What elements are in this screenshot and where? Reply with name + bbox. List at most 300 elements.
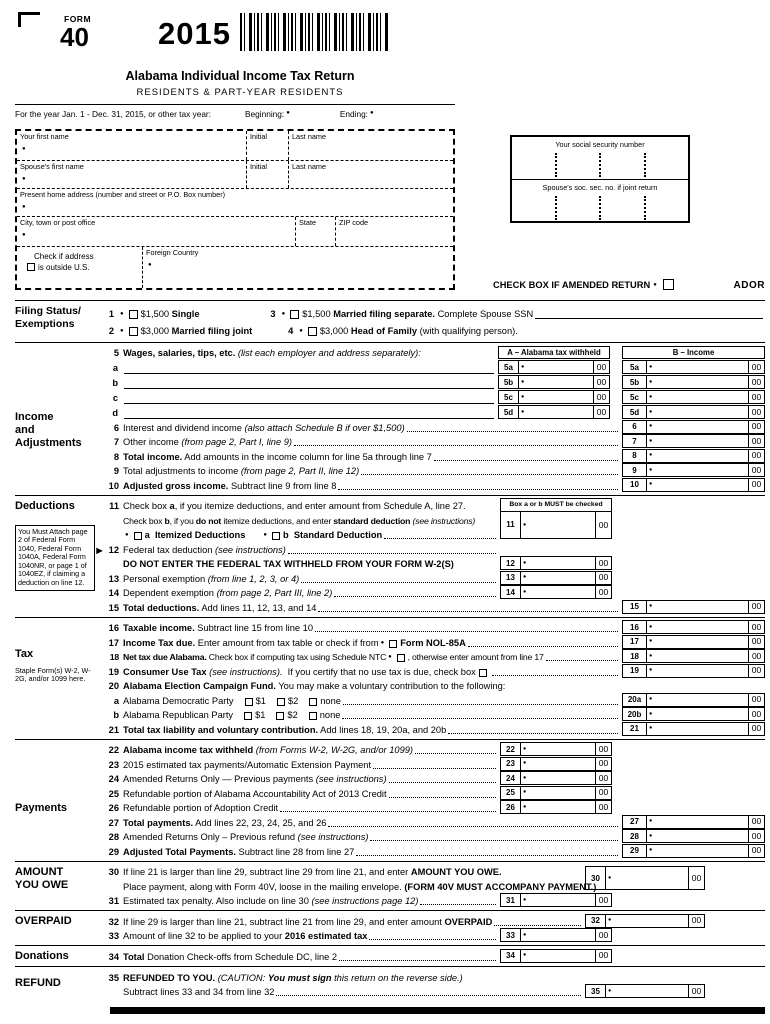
line-number: 34 (108, 951, 119, 962)
amount-input[interactable] (528, 801, 595, 813)
bullet-icon: ● (523, 588, 527, 595)
amount-box-7 (622, 434, 765, 448)
bullet-icon: ● (523, 745, 527, 752)
line-text-italic: (from Forms W-2, W-2G, and/or 1099) (255, 745, 414, 755)
form-line-31 (102, 893, 765, 908)
amount-input[interactable] (654, 406, 748, 418)
nol-85a-checkbox[interactable] (389, 640, 397, 648)
dotted-leader (468, 646, 618, 647)
option-number: 2 (108, 326, 114, 336)
city-field[interactable] (17, 217, 295, 246)
amount-box-35 (585, 984, 705, 998)
bullet-icon: ● (523, 803, 527, 810)
checkbox-letter: a (144, 530, 150, 540)
wage-row-a (102, 359, 765, 374)
form-line-24 (102, 771, 765, 786)
amount-input[interactable] (654, 479, 748, 491)
cents-label: 00 (748, 830, 764, 842)
dollar-1-label: $1 (255, 710, 266, 720)
payments-section (15, 739, 765, 861)
form-line-13 (102, 570, 765, 585)
form-number: 40 (60, 22, 89, 52)
zip-label: ZIP code (339, 218, 369, 227)
spouse-initial-field[interactable] (246, 161, 288, 188)
line-number: 25 (108, 788, 119, 799)
filing-separate-checkbox[interactable] (290, 310, 299, 319)
amount-input[interactable] (528, 758, 595, 770)
amended-return-label: CHECK BOX IF AMENDED RETURN (493, 280, 651, 290)
employer-input-line[interactable] (124, 418, 494, 419)
box-number-label: 8 (623, 450, 647, 462)
filing-joint-checkbox[interactable] (129, 327, 138, 336)
form-line-6 (102, 419, 765, 434)
line-text: You may make a voluntary contribution to the following: (275, 681, 506, 691)
cents-label: 00 (595, 557, 611, 569)
bullet-icon: ● (608, 875, 612, 881)
initial-label: Initial (250, 162, 268, 171)
dotted-leader (301, 582, 496, 583)
line-number: 32 (108, 916, 119, 927)
line-text-bold: standard deduction (333, 515, 413, 526)
amount-input[interactable] (613, 915, 688, 927)
line-text: Subtract line 9 from line 8 (228, 480, 337, 491)
bullet-icon: ● (148, 262, 152, 268)
cents-label: 00 (748, 421, 764, 433)
line-11-block (102, 498, 765, 542)
line-text: Alabama Democratic Party (123, 695, 234, 706)
bullet-icon: ● (649, 696, 653, 702)
amount-input[interactable] (528, 929, 595, 941)
row-letter: b (112, 378, 118, 388)
initial-label: Initial (250, 132, 268, 141)
bullet-icon: ● (649, 481, 653, 487)
line-11-text-2 (102, 512, 498, 527)
itemized-label: Itemized Deductions (149, 530, 246, 540)
ssn-digit-separators (512, 153, 688, 177)
dotted-leader (318, 611, 618, 612)
cents-label: 00 (748, 708, 764, 720)
box-number-label: 24 (501, 772, 521, 784)
amount-input[interactable] (528, 572, 595, 584)
amount-input[interactable] (528, 557, 595, 569)
deductions-heading (15, 498, 105, 614)
amount-input[interactable] (528, 743, 595, 755)
spouse-first-name-field[interactable] (17, 161, 246, 188)
cents-label: 00 (688, 915, 704, 927)
income-heading-3: Adjustments (15, 437, 82, 449)
line-number: 14 (108, 588, 119, 598)
name-address-block (15, 129, 455, 290)
amount-input[interactable] (654, 694, 748, 706)
option-amount: $3,000 (140, 326, 172, 336)
city-label: City, town or post office (20, 218, 96, 227)
dotted-leader (328, 826, 618, 827)
itemized-checkbox[interactable] (134, 532, 142, 540)
employer-input-line[interactable] (124, 373, 494, 374)
amount-input[interactable] (654, 421, 748, 433)
box-number-label: 18 (623, 650, 647, 662)
dotted-leader (434, 460, 618, 461)
overpaid-heading-label: OVERPAID (15, 915, 72, 927)
box-number-label: 26 (501, 801, 521, 813)
nol-85a-label: Form NOL-85A (400, 637, 466, 648)
form-title: Alabama Individual Income Tax Return (125, 69, 355, 83)
amount-input[interactable] (654, 361, 748, 373)
state-field[interactable] (295, 217, 335, 246)
amount-box-27 (622, 815, 765, 829)
form-line-17 (102, 634, 765, 649)
form-line-32 (102, 913, 765, 928)
cents-label: 00 (748, 479, 764, 491)
none-label: none (320, 695, 341, 706)
line-text-italic: (see instructions) (297, 832, 369, 842)
cents-label: 00 (748, 376, 764, 388)
amount-you-owe-section (15, 861, 765, 911)
option-number: 3 (270, 309, 276, 319)
form-line-27 (102, 814, 765, 829)
amount-input[interactable] (526, 406, 593, 418)
line-text-bold: Net tax due Alabama. (123, 652, 207, 662)
line-text: Interest and dividend income (123, 422, 245, 433)
cents-label: 00 (593, 406, 609, 418)
bullet-icon: ● (649, 423, 653, 429)
box-number-label: 25 (501, 787, 521, 799)
amended-return-checkbox[interactable] (663, 279, 674, 290)
bullet-icon: ● (649, 710, 653, 717)
tax-year: 2015 (158, 16, 231, 51)
form-line-5 (102, 345, 765, 359)
row-letter: c (112, 393, 118, 403)
owe-heading (15, 864, 100, 908)
amount-input[interactable] (654, 665, 748, 677)
line-text: , if you itemize deductions, and enter amount from Schedule A, line 27. (174, 501, 466, 511)
arrow-icon: ► (94, 544, 105, 557)
box-number-label: 5b (623, 376, 647, 388)
bullet-icon: ● (649, 363, 653, 370)
line-30-text-2 (102, 878, 597, 893)
cents-label: 00 (748, 816, 764, 828)
cents-label: 00 (748, 694, 764, 706)
line-text-bold: Adjusted gross income. (123, 480, 229, 491)
foreign-country-label: Foreign Country (146, 248, 199, 257)
line-text-italic: (see instructions) (315, 774, 387, 784)
line-text: Subtract lines 33 and 34 from line 32 (123, 987, 275, 997)
filing-hof-checkbox[interactable] (308, 327, 317, 336)
form-line-9 (102, 463, 765, 478)
line-12-amount-column (498, 541, 612, 570)
form-line-7 (102, 434, 765, 449)
filing-heading-2: Exemptions (15, 318, 75, 330)
amount-input[interactable] (654, 845, 748, 857)
amount-input[interactable] (654, 650, 748, 662)
cents-label: 00 (595, 801, 611, 813)
amount-input[interactable] (613, 985, 688, 997)
line-30-text-1 (102, 864, 583, 879)
cents-label: 00 (748, 435, 764, 447)
cents-label: 00 (748, 464, 764, 476)
home-address-field[interactable] (17, 189, 453, 216)
line-number: 22 (108, 745, 119, 755)
employer-input-line[interactable] (124, 403, 494, 404)
bullet-icon: ● (649, 408, 653, 415)
bullet-icon: ● (22, 204, 26, 210)
box-number-label: 10 (623, 479, 647, 491)
amount-input[interactable] (654, 636, 748, 648)
dotted-leader (280, 811, 496, 812)
donations-heading (15, 948, 100, 963)
amount-box-30 (585, 866, 705, 890)
wage-row-b (102, 374, 765, 389)
form-line-14 (102, 585, 765, 600)
bullet-icon: ● (521, 363, 525, 370)
dotted-leader (415, 753, 496, 754)
line-text: Estimated tax penalty. Also include on line 30 (123, 896, 312, 906)
dollar-2-label: $2 (287, 710, 298, 720)
line-text: , otherwise enter amount from line 17 (407, 652, 544, 662)
line-11-text-1 (102, 498, 498, 513)
bullet-icon: ● (521, 408, 525, 415)
bullet-icon: ● (523, 952, 527, 958)
your-ssn-label: Your social security number (555, 140, 645, 149)
amount-box-29 (622, 844, 765, 858)
form-line-8 (102, 448, 765, 463)
amount-input[interactable] (654, 708, 748, 720)
line-text-italic: (from page 2, Part I, line 9) (181, 437, 292, 447)
amount-input[interactable] (654, 621, 748, 633)
option-number: 4 (288, 326, 294, 336)
line-text-italic: (see instructions) (215, 544, 286, 555)
amount-box-11 (500, 511, 612, 539)
democratic-2-checkbox[interactable] (277, 698, 285, 706)
cents-label: 00 (748, 650, 764, 662)
standard-checkbox[interactable] (272, 532, 280, 540)
line-number: 9 (113, 466, 119, 476)
form-line-25 (102, 785, 765, 800)
amount-input[interactable] (654, 464, 748, 476)
home-address-label: Present home address (number and street or P.O. Box number) (20, 190, 226, 199)
amount-box-5b-income (622, 375, 765, 389)
democratic-1-checkbox[interactable] (245, 698, 253, 706)
amount-box-19 (622, 664, 765, 678)
bullet-icon: ● (521, 378, 525, 385)
line-text-bold-italic: You must sign (267, 972, 332, 983)
cents-label: 00 (593, 361, 609, 373)
box-number-label: 28 (623, 830, 647, 842)
tax-heading-label: Tax (15, 647, 34, 660)
foreign-country-field[interactable] (142, 247, 453, 288)
line-11-checkbox-row (102, 527, 498, 542)
schedule-ntc-checkbox[interactable] (397, 654, 405, 662)
line-number: 21 (108, 724, 119, 735)
ssn-digit-separator (644, 153, 646, 177)
box-number-label: 5b (499, 376, 519, 388)
line-text: Add lines 22, 23, 24, 25, and 26 (193, 817, 327, 828)
line-text-bold: Alabama income tax withheld (123, 745, 256, 755)
cents-label: 00 (595, 772, 611, 784)
line-number: 12 (108, 544, 119, 555)
amount-input[interactable] (528, 894, 595, 906)
bullet-icon: ● (649, 452, 653, 458)
amount-box-20b (622, 707, 765, 721)
democratic-none-checkbox[interactable] (309, 698, 317, 706)
box-a-or-b-header: Box a or b MUST be checked (500, 498, 612, 512)
line-text-bold: REFUNDED TO YOU. (123, 972, 218, 983)
amount-input[interactable] (528, 512, 595, 538)
line-number: 19 (108, 666, 119, 677)
cents-label: 00 (748, 361, 764, 373)
box-number-label: 6 (623, 421, 647, 433)
option-amount: $1,500 (140, 309, 172, 319)
last-name-label: Last name (292, 132, 327, 141)
line-number: 16 (108, 623, 119, 633)
line-text-italic: (from page 2, Part III, line 2) (216, 588, 333, 598)
last-name-field[interactable] (288, 131, 453, 160)
ssn-digit-separator (555, 153, 557, 177)
line-text: Refundable portion of Adoption Credit (123, 803, 279, 813)
cents-label: 00 (595, 743, 611, 755)
amount-input[interactable] (654, 816, 748, 828)
line-number: 10 (108, 480, 119, 491)
deductions-section (15, 495, 765, 617)
outside-us-checkbox[interactable] (27, 263, 35, 271)
outside-us-label-2: is outside U.S. (38, 262, 90, 272)
dollar-2-label: $2 (287, 695, 299, 706)
amount-input[interactable] (654, 723, 748, 735)
bullet-icon: ● (649, 638, 653, 644)
amount-input[interactable] (528, 950, 595, 962)
form-line-20b (102, 707, 765, 722)
line-text-bold: do not (195, 515, 222, 526)
amount-input[interactable] (654, 450, 748, 462)
dotted-leader (448, 733, 618, 734)
line-number: 18 (109, 652, 119, 662)
line-text-bold: Total (123, 951, 145, 962)
line-text-italic: (from line 1, 2, 3, or 4) (207, 573, 300, 584)
dotted-leader (420, 904, 496, 905)
amount-input[interactable] (526, 391, 593, 403)
line-letter: a (113, 695, 119, 706)
amount-input[interactable] (526, 376, 593, 388)
line-number: 30 (108, 867, 119, 877)
line-text-bold: Alabama Election Campaign Fund. (123, 681, 276, 691)
wage-row-d (102, 404, 765, 419)
address-row (17, 189, 453, 217)
zip-field[interactable] (335, 217, 453, 246)
line-text-italic: (see instructions). (209, 666, 283, 677)
tax-year-row (15, 104, 455, 119)
filing-status-section (15, 300, 765, 342)
line-text: Alabama Republican Party (123, 710, 234, 720)
filing-single-checkbox[interactable] (129, 310, 138, 319)
box-number-label: 27 (623, 816, 647, 828)
bullet-icon: ● (649, 818, 653, 824)
dotted-leader (369, 939, 496, 940)
cents-label: 00 (748, 406, 764, 418)
deductions-heading-label: Deductions (15, 499, 75, 512)
amount-input[interactable] (528, 787, 595, 799)
form-word: FORM (64, 14, 92, 24)
amount-box-20a (622, 693, 765, 707)
standard-label: Standard Deduction (288, 530, 383, 540)
amount-input[interactable] (654, 601, 748, 613)
spouse-ssn-cell[interactable] (512, 179, 688, 221)
ending-label: Ending: (339, 109, 368, 119)
amount-input[interactable] (526, 361, 593, 373)
form-subtitle: RESIDENTS & PART-YEAR RESIDENTS (136, 87, 344, 98)
owe-heading-1: AMOUNT (15, 865, 64, 878)
line-12-warning (102, 556, 498, 571)
attach-note (15, 525, 105, 591)
dotted-leader (356, 855, 618, 856)
box-number-label: 15 (623, 601, 647, 613)
form-line-15 (102, 599, 765, 614)
no-use-tax-checkbox[interactable] (479, 669, 487, 677)
line-text: Add lines 18, 19, 20a, and 20b (318, 724, 447, 735)
bullet-icon: ● (649, 466, 653, 473)
republican-none-checkbox[interactable] (309, 712, 317, 720)
employer-input-line[interactable] (124, 388, 494, 389)
filing-status-heading (15, 303, 100, 337)
initial-field[interactable] (246, 131, 288, 160)
box-number-label: 32 (586, 915, 606, 927)
amount-input[interactable] (654, 391, 748, 403)
staple-note: Staple Form(s) W-2, W-2G, and/or 1099 here. (15, 665, 91, 684)
wage-row-c (102, 389, 765, 404)
cents-label: 00 (748, 723, 764, 735)
federal-tax-warning: DO NOT ENTER THE FEDERAL TAX WITHHELD FROM YOUR FORM W-2(S) (123, 559, 454, 569)
amount-box-28 (622, 829, 765, 843)
bullet-icon: ● (649, 652, 653, 659)
line-text: Check box if computing tax using Schedule NTC (206, 652, 387, 662)
box-number-label: 21 (623, 723, 647, 735)
form-line-28 (102, 829, 765, 844)
bullet-icon: ● (286, 110, 290, 116)
line-number: 33 (108, 931, 119, 941)
republican-2-checkbox[interactable] (276, 712, 284, 720)
first-name-field[interactable] (17, 131, 246, 160)
bullet-icon: ● (649, 847, 653, 853)
amended-return-row (493, 279, 765, 291)
amount-input[interactable] (654, 435, 748, 447)
amount-input[interactable] (613, 867, 688, 889)
box-number-label: 5a (499, 361, 519, 373)
spouse-first-name-label: Spouse's first name (20, 162, 84, 171)
amount-input[interactable] (528, 586, 595, 598)
line-text: Check box (123, 515, 165, 526)
amount-input[interactable] (528, 772, 595, 784)
line-text-bold: Income Tax due. (123, 637, 196, 648)
spouse-ssn-input-line[interactable] (535, 318, 763, 319)
bullet-icon: ● (649, 667, 653, 673)
last-name-label: Last name (292, 162, 327, 171)
cents-label: 00 (688, 867, 704, 889)
republican-1-checkbox[interactable] (244, 712, 252, 720)
income-heading-2: and (15, 424, 35, 436)
amount-input[interactable] (654, 830, 748, 842)
dotted-leader (407, 431, 618, 432)
column-b-header: B – Income (622, 346, 765, 359)
option-amount: $3,000 (319, 326, 351, 336)
box-number-label: 23 (501, 758, 521, 770)
tax-heading (15, 620, 100, 736)
spouse-last-name-field[interactable] (288, 161, 453, 188)
form-line-23 (102, 756, 765, 771)
line-text-bold: Consumer Use Tax (123, 666, 210, 677)
your-ssn-cell[interactable] (512, 137, 688, 179)
amount-box-5d-withheld (498, 405, 610, 419)
income-heading (15, 345, 100, 492)
amount-input[interactable] (654, 376, 748, 388)
